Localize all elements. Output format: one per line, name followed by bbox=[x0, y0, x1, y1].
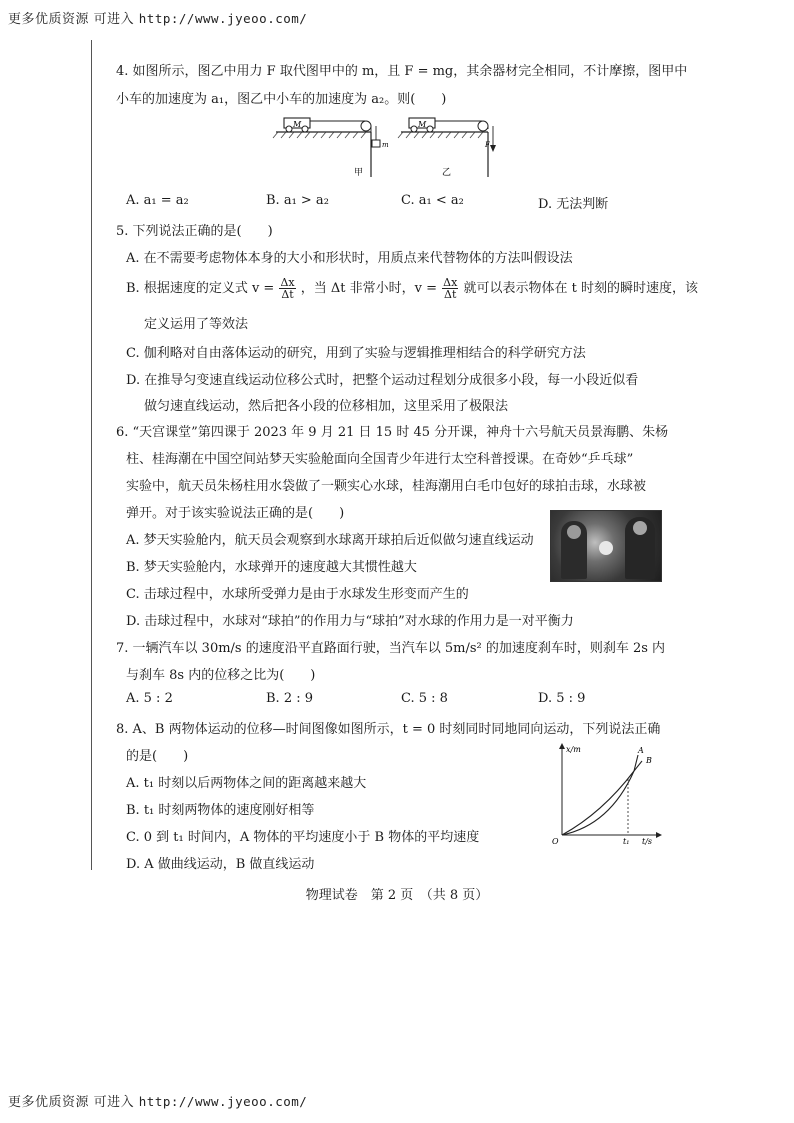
curve-b-label: B bbox=[646, 756, 652, 765]
x-axis-arrow bbox=[559, 743, 565, 749]
q5-option-b-line2: 定义运用了等效法 bbox=[144, 317, 249, 332]
q6-stem-line4: 弹开。对于该实验说法正确的是( ) bbox=[126, 506, 345, 521]
q5-b-mid: ，当 Δt 非常小时，v = bbox=[300, 281, 438, 296]
astronaut-left-head bbox=[567, 525, 581, 539]
cart-label-jia: M bbox=[293, 120, 302, 129]
q6-option-b[interactable]: B. 梦天实验舱内，水球弹开的速度越大其惯性越大 bbox=[126, 560, 417, 575]
q4-option-b[interactable]: B. a₁ > a₂ bbox=[266, 193, 329, 208]
q8-xt-graph bbox=[550, 743, 662, 845]
curve-b bbox=[562, 771, 634, 835]
q7-option-b[interactable]: B. 2 : 9 bbox=[266, 691, 314, 706]
caption-yi: 乙 bbox=[442, 168, 452, 178]
q5-stem: 5. 下列说法正确的是( ) bbox=[116, 224, 273, 239]
banner-text: 更多优质资源 可进入 bbox=[8, 12, 135, 27]
frac-num-2: Δx bbox=[443, 276, 458, 289]
q6-stem-line3: 实验中，航天员朱杨柱用水袋做了一颗实心水球，桂海潮用白毛巾包好的球拍击球，水球被 bbox=[126, 479, 647, 494]
velocity-fraction-2 bbox=[442, 277, 458, 300]
cart-label-yi: M bbox=[418, 120, 427, 129]
q5-option-d-line2: 做匀速直线运动，然后把各小段的位移相加，这里采用了极限法 bbox=[144, 399, 509, 414]
curve-a-label: A bbox=[638, 746, 644, 755]
q6-option-c[interactable]: C. 击球过程中，水球所受弹力是由于水球发生形变而产生的 bbox=[126, 587, 469, 602]
q6-option-d[interactable]: D. 击球过程中，水球对“球拍”的作用力与“球拍”对水球的作用力是一对平衡力 bbox=[126, 614, 574, 629]
y-axis-label: x/m bbox=[566, 745, 581, 754]
source-banner-bottom bbox=[8, 1091, 307, 1110]
banner-url[interactable]: http://www.jyeoo.com/ bbox=[138, 11, 308, 26]
banner-url[interactable]: http://www.jyeoo.com/ bbox=[138, 1094, 308, 1109]
t1-label: t₁ bbox=[623, 837, 630, 845]
q8-option-b[interactable]: B. t₁ 时刻两物体的速度刚好相等 bbox=[126, 803, 315, 818]
q7-option-a[interactable]: A. 5 : 2 bbox=[126, 691, 173, 706]
origin-label: O bbox=[552, 837, 559, 845]
q4-option-a[interactable]: A. a₁ = a₂ bbox=[126, 193, 189, 208]
q4-option-c[interactable]: C. a₁ < a₂ bbox=[401, 193, 464, 208]
q5-option-a[interactable]: A. 在不需要考虑物体本身的大小和形状时，用质点来代替物体的方法叫假设法 bbox=[126, 251, 573, 266]
q5-option-b[interactable] bbox=[126, 277, 698, 300]
q6-option-a[interactable]: A. 梦天实验舱内，航天员会观察到水球离开球拍后近似做匀速直线运动 bbox=[126, 533, 534, 548]
page-footer: 物理试卷 第 2 页 （共 8 页） bbox=[305, 888, 489, 903]
source-banner-top bbox=[8, 8, 307, 27]
q7-option-d[interactable]: D. 5 : 9 bbox=[538, 691, 586, 706]
velocity-fraction-1 bbox=[279, 277, 295, 300]
q4-option-d[interactable]: D. 无法判断 bbox=[538, 197, 609, 212]
q5-option-d[interactable]: D. 在推导匀变速直线运动位移公式时，把整个运动过程划分成很多小段，每一小段近似看 bbox=[126, 373, 639, 388]
figure-jia bbox=[273, 118, 389, 178]
q8-stem-line2: 的是( ) bbox=[126, 749, 189, 764]
q4-stem-line2: 小车的加速度为 a₁，图乙中小车的加速度为 a₂。则( ) bbox=[116, 92, 447, 107]
q7-stem-line1: 7. 一辆汽车以 30m/s 的速度沿平直路面行驶，当汽车以 5m/s² 的加速度刹车时，则刹车 2s 内 bbox=[116, 641, 666, 656]
q7-option-c[interactable]: C. 5 : 8 bbox=[401, 691, 448, 706]
q8-option-a[interactable]: A. t₁ 时刻以后两物体之间的距离越来越大 bbox=[126, 776, 367, 791]
q6-stem-line1: 6. “天宫课堂”第四课于 2023 年 9 月 21 日 15 时 45 分开课，神舟十六号航天员景海鹏、朱杨 bbox=[116, 425, 669, 440]
q4-figure bbox=[266, 107, 506, 185]
q5-b-pre: B. 根据速度的定义式 v = bbox=[126, 281, 275, 296]
t-axis-arrow bbox=[656, 832, 662, 838]
q7-stem-line2: 与刹车 8s 内的位移之比为( ) bbox=[126, 668, 316, 683]
binding-margin-line bbox=[91, 40, 92, 870]
caption-jia: 甲 bbox=[354, 168, 364, 178]
water-ball bbox=[599, 541, 613, 555]
frac-den-2: Δt bbox=[444, 288, 457, 301]
astronaut-right-head bbox=[633, 521, 647, 535]
q8-stem-line1: 8. A、B 两物体运动的位移—时间图像如图所示，t = 0 时刻同时同地同向运动，下列说法正确 bbox=[116, 722, 661, 737]
x-axis-label: t/s bbox=[642, 837, 653, 845]
frac-num-1: Δx bbox=[280, 276, 295, 289]
curve-a bbox=[562, 755, 638, 835]
q5-option-c[interactable]: C. 伽利略对自由落体运动的研究，用到了实验与逻辑推理相结合的科学研究方法 bbox=[126, 346, 586, 361]
banner-text: 更多优质资源 可进入 bbox=[8, 1095, 135, 1110]
q4-stem-line1: 4. 如图所示，图乙中用力 F 取代图甲中的 m，且 F = mg，其余器材完全相同，不计摩擦，图甲中 bbox=[116, 64, 688, 79]
frac-den-1: Δt bbox=[281, 288, 294, 301]
q5-b-post: 就可以表示物体在 t 时刻的瞬时速度，该 bbox=[463, 281, 698, 296]
q8-option-c[interactable]: C. 0 到 t₁ 时间内，A 物体的平均速度小于 B 物体的平均速度 bbox=[126, 830, 480, 845]
figure-yi bbox=[398, 118, 496, 178]
tiangong-classroom-photo bbox=[550, 510, 662, 582]
q6-stem-line2: 柱、桂海潮在中国空间站梦天实验舱面向全国青少年进行太空科普授课。在奇妙“乒乓球” bbox=[126, 452, 634, 467]
mass-label: m bbox=[382, 141, 389, 149]
q8-option-d[interactable]: D. A 做曲线运动，B 做直线运动 bbox=[126, 857, 315, 872]
force-label: F bbox=[485, 141, 490, 149]
